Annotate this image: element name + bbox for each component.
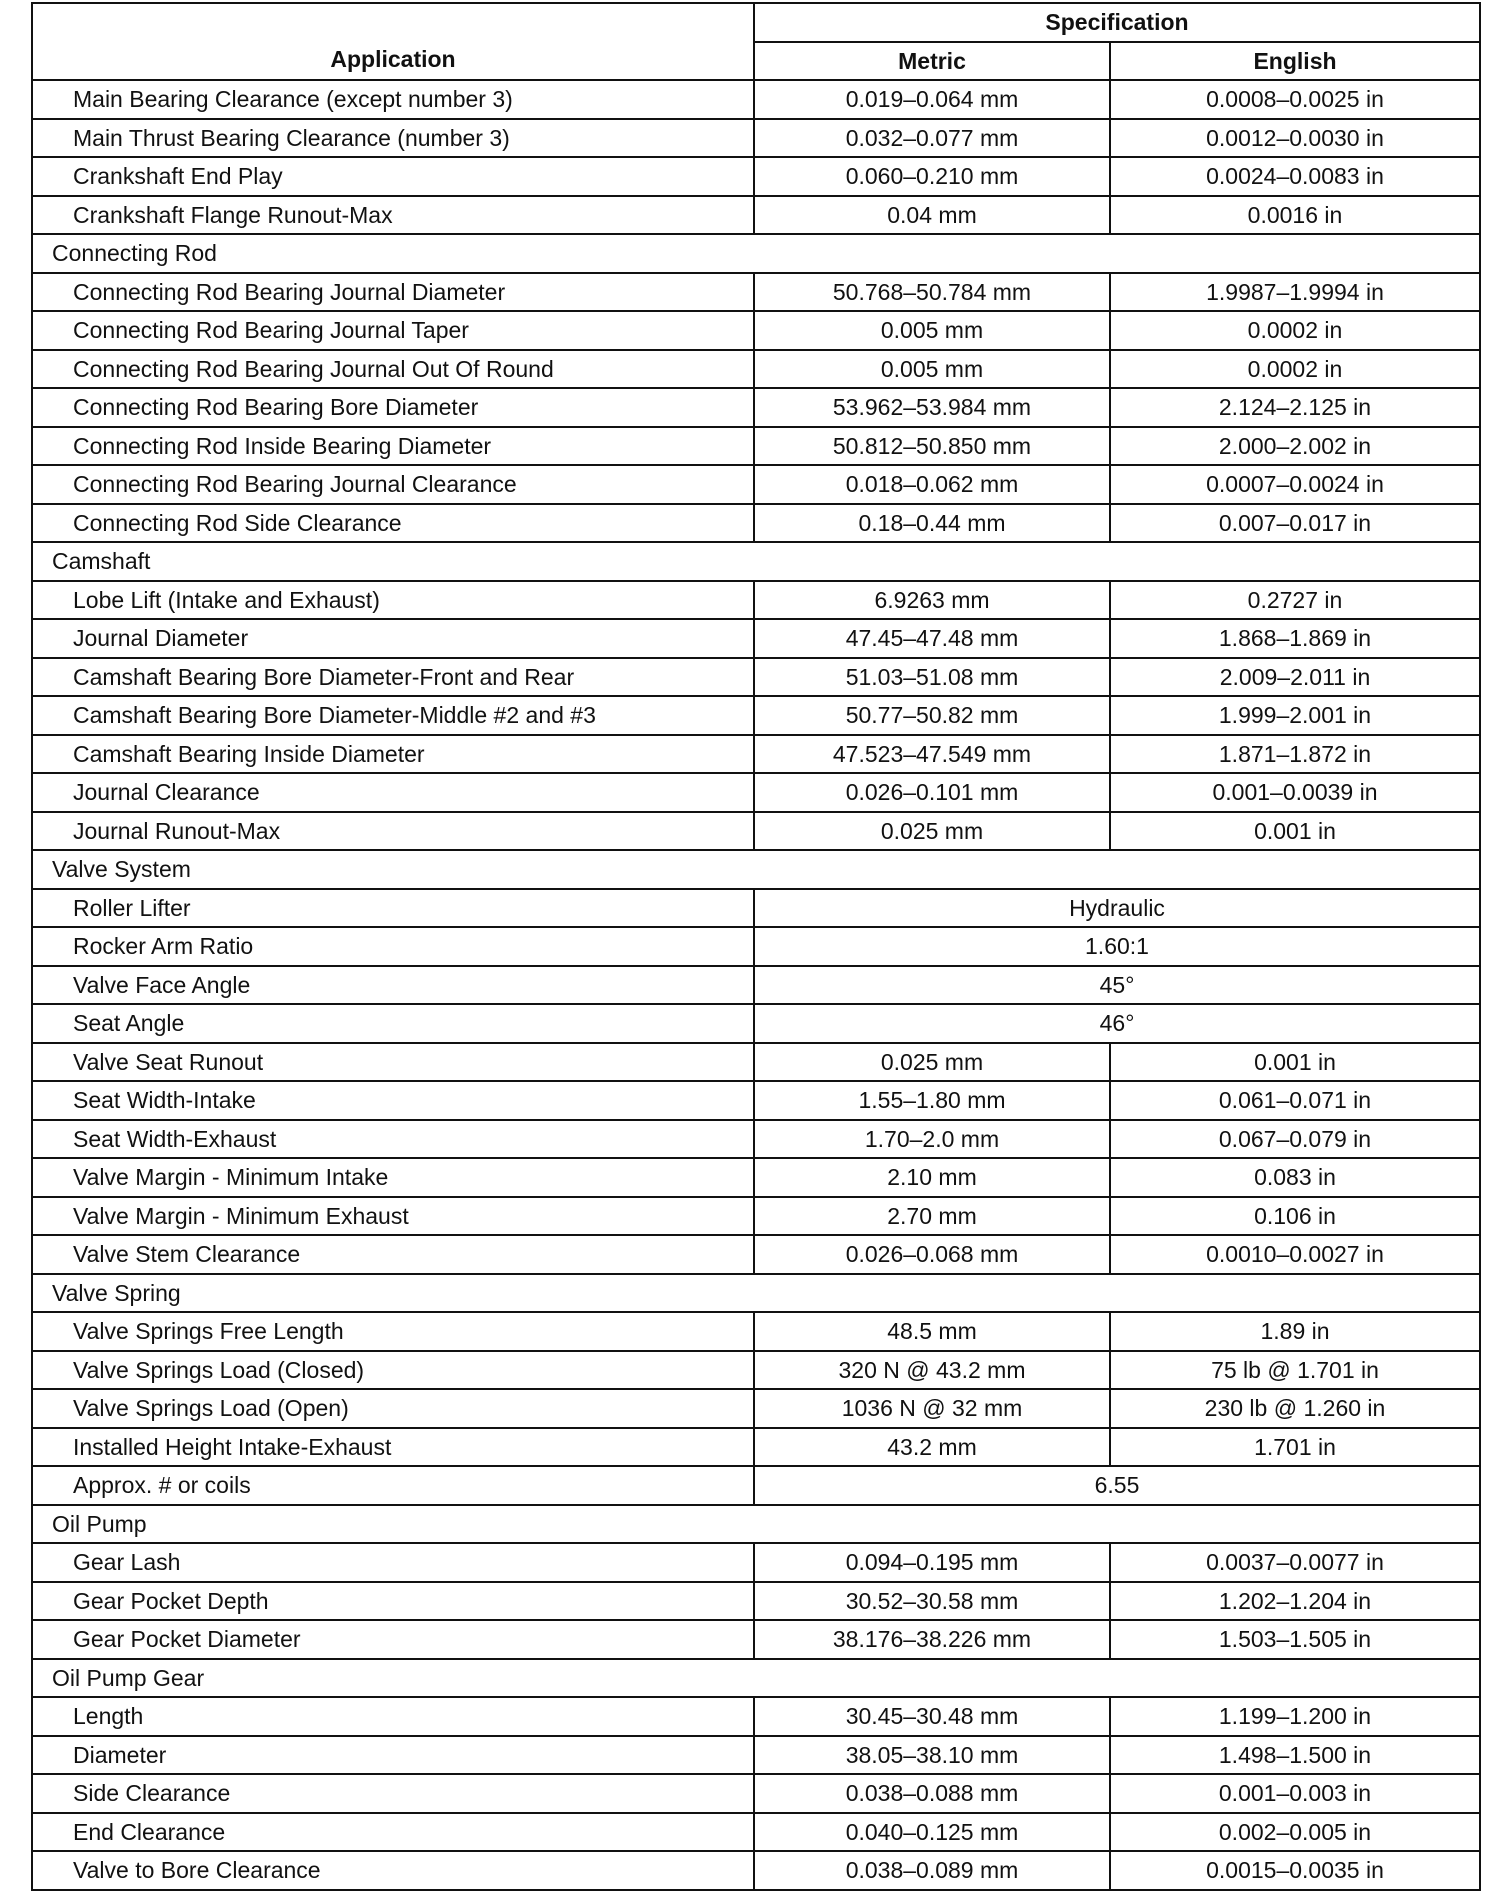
metric-cell: 0.094–0.195 mm	[754, 1543, 1110, 1582]
application-cell: Camshaft Bearing Bore Diameter-Front and Rear	[32, 658, 754, 697]
english-cell: 1.701 in	[1110, 1428, 1480, 1467]
table-row	[32, 427, 1480, 466]
metric-cell: 0.038–0.088 mm	[754, 1774, 1110, 1813]
table-row	[32, 1351, 1480, 1390]
application-cell: Journal Runout-Max	[32, 812, 754, 851]
english-cell: 0.083 in	[1110, 1158, 1480, 1197]
table-header	[32, 3, 1480, 80]
table-row	[32, 735, 1480, 774]
table-row	[32, 1120, 1480, 1159]
english-cell: 1.202–1.204 in	[1110, 1582, 1480, 1621]
table-row	[32, 658, 1480, 697]
table-row	[32, 1466, 1480, 1505]
english-cell: 0.001 in	[1110, 812, 1480, 851]
table-row	[32, 119, 1480, 158]
english-cell: 0.106 in	[1110, 1197, 1480, 1236]
table-row	[32, 696, 1480, 735]
application-cell: Seat Width-Intake	[32, 1081, 754, 1120]
english-cell: 0.0002 in	[1110, 311, 1480, 350]
metric-cell: 0.026–0.068 mm	[754, 1235, 1110, 1274]
section-title: Oil Pump Gear	[32, 1659, 1480, 1698]
table-row	[32, 1081, 1480, 1120]
table-row	[32, 966, 1480, 1005]
metric-cell: 50.77–50.82 mm	[754, 696, 1110, 735]
application-cell: Length	[32, 1697, 754, 1736]
english-cell: 0.002–0.005 in	[1110, 1813, 1480, 1852]
application-cell: Gear Lash	[32, 1543, 754, 1582]
metric-cell: 0.025 mm	[754, 1043, 1110, 1082]
metric-cell: 0.038–0.089 mm	[754, 1851, 1110, 1890]
application-cell: Connecting Rod Side Clearance	[32, 504, 754, 543]
metric-cell: 50.768–50.784 mm	[754, 273, 1110, 312]
metric-cell: 0.040–0.125 mm	[754, 1813, 1110, 1852]
table-row	[32, 889, 1480, 928]
metric-cell: 320 N @ 43.2 mm	[754, 1351, 1110, 1390]
section-title: Camshaft	[32, 542, 1480, 581]
table-row	[32, 812, 1480, 851]
spec-value-cell: 45°	[754, 966, 1480, 1005]
application-cell: Connecting Rod Bearing Journal Clearance	[32, 465, 754, 504]
application-cell: Camshaft Bearing Bore Diameter-Middle #2 and #3	[32, 696, 754, 735]
header-metric: Metric	[754, 42, 1110, 81]
section-row	[32, 1659, 1480, 1698]
spec-value-cell: 1.60:1	[754, 927, 1480, 966]
english-cell: 0.0007–0.0024 in	[1110, 465, 1480, 504]
table-row	[32, 504, 1480, 543]
table-row	[32, 1851, 1480, 1890]
metric-cell: 0.005 mm	[754, 350, 1110, 389]
metric-cell: 0.032–0.077 mm	[754, 119, 1110, 158]
table-row	[32, 1235, 1480, 1274]
english-cell: 0.061–0.071 in	[1110, 1081, 1480, 1120]
metric-cell: 30.52–30.58 mm	[754, 1582, 1110, 1621]
application-cell: Connecting Rod Bearing Journal Diameter	[32, 273, 754, 312]
table-row	[32, 1736, 1480, 1775]
application-cell: Seat Angle	[32, 1004, 754, 1043]
metric-cell: 0.026–0.101 mm	[754, 773, 1110, 812]
application-cell: Main Bearing Clearance (except number 3)	[32, 80, 754, 119]
metric-cell: 53.962–53.984 mm	[754, 388, 1110, 427]
table-row	[32, 157, 1480, 196]
table-row	[32, 1428, 1480, 1467]
metric-cell: 51.03–51.08 mm	[754, 658, 1110, 697]
section-row	[32, 542, 1480, 581]
english-cell: 1.868–1.869 in	[1110, 619, 1480, 658]
metric-cell: 1036 N @ 32 mm	[754, 1389, 1110, 1428]
spec-value-cell: 46°	[754, 1004, 1480, 1043]
metric-cell: 1.55–1.80 mm	[754, 1081, 1110, 1120]
metric-cell: 43.2 mm	[754, 1428, 1110, 1467]
english-cell: 2.009–2.011 in	[1110, 658, 1480, 697]
table-row	[32, 1543, 1480, 1582]
table-row	[32, 80, 1480, 119]
section-title: Oil Pump	[32, 1505, 1480, 1544]
table-row	[32, 1620, 1480, 1659]
application-cell: Valve Margin - Minimum Intake	[32, 1158, 754, 1197]
metric-cell: 38.05–38.10 mm	[754, 1736, 1110, 1775]
header-english: English	[1110, 42, 1480, 81]
english-cell: 1.89 in	[1110, 1312, 1480, 1351]
english-cell: 0.0002 in	[1110, 350, 1480, 389]
table-row	[32, 465, 1480, 504]
application-cell: Journal Diameter	[32, 619, 754, 658]
metric-cell: 0.025 mm	[754, 812, 1110, 851]
spec-value-cell: 6.55	[754, 1466, 1480, 1505]
table-body	[32, 80, 1480, 1890]
application-cell: Connecting Rod Bearing Bore Diameter	[32, 388, 754, 427]
table-row	[32, 1312, 1480, 1351]
table-row	[32, 350, 1480, 389]
application-cell: Crankshaft End Play	[32, 157, 754, 196]
application-cell: Connecting Rod Bearing Journal Out Of Round	[32, 350, 754, 389]
section-row	[32, 234, 1480, 273]
english-cell: 0.001–0.0039 in	[1110, 773, 1480, 812]
english-cell: 75 lb @ 1.701 in	[1110, 1351, 1480, 1390]
application-cell: Diameter	[32, 1736, 754, 1775]
spec-document	[31, 2, 1479, 1891]
metric-cell: 1.70–2.0 mm	[754, 1120, 1110, 1159]
metric-cell: 6.9263 mm	[754, 581, 1110, 620]
application-cell: Lobe Lift (Intake and Exhaust)	[32, 581, 754, 620]
english-cell: 2.000–2.002 in	[1110, 427, 1480, 466]
application-cell: Crankshaft Flange Runout-Max	[32, 196, 754, 235]
table-row	[32, 311, 1480, 350]
application-cell: Approx. # or coils	[32, 1466, 754, 1505]
spec-table	[31, 2, 1481, 1891]
table-row	[32, 581, 1480, 620]
metric-cell: 0.018–0.062 mm	[754, 465, 1110, 504]
metric-cell: 0.005 mm	[754, 311, 1110, 350]
application-cell: End Clearance	[32, 1813, 754, 1852]
english-cell: 0.0037–0.0077 in	[1110, 1543, 1480, 1582]
spec-value-cell: Hydraulic	[754, 889, 1480, 928]
application-cell: Side Clearance	[32, 1774, 754, 1813]
table-row	[32, 1774, 1480, 1813]
english-cell: 1.999–2.001 in	[1110, 696, 1480, 735]
table-row	[32, 1389, 1480, 1428]
table-row	[32, 196, 1480, 235]
metric-cell: 48.5 mm	[754, 1312, 1110, 1351]
english-cell: 0.0008–0.0025 in	[1110, 80, 1480, 119]
english-cell: 0.0012–0.0030 in	[1110, 119, 1480, 158]
section-title: Connecting Rod	[32, 234, 1480, 273]
table-row	[32, 1043, 1480, 1082]
application-cell: Valve Springs Load (Closed)	[32, 1351, 754, 1390]
application-cell: Valve Margin - Minimum Exhaust	[32, 1197, 754, 1236]
application-cell: Gear Pocket Depth	[32, 1582, 754, 1621]
table-row	[32, 1813, 1480, 1852]
section-title: Valve System	[32, 850, 1480, 889]
application-cell: Valve to Bore Clearance	[32, 1851, 754, 1890]
english-cell: 0.0024–0.0083 in	[1110, 157, 1480, 196]
table-row	[32, 1197, 1480, 1236]
metric-cell: 2.10 mm	[754, 1158, 1110, 1197]
application-cell: Valve Springs Free Length	[32, 1312, 754, 1351]
application-cell: Installed Height Intake-Exhaust	[32, 1428, 754, 1467]
application-cell: Main Thrust Bearing Clearance (number 3)	[32, 119, 754, 158]
english-cell: 0.0015–0.0035 in	[1110, 1851, 1480, 1890]
table-row	[32, 1004, 1480, 1043]
table-row	[32, 388, 1480, 427]
application-cell: Gear Pocket Diameter	[32, 1620, 754, 1659]
table-row	[32, 773, 1480, 812]
application-cell: Valve Springs Load (Open)	[32, 1389, 754, 1428]
metric-cell: 38.176–38.226 mm	[754, 1620, 1110, 1659]
section-row	[32, 1274, 1480, 1313]
application-cell: Rocker Arm Ratio	[32, 927, 754, 966]
table-row	[32, 927, 1480, 966]
metric-cell: 47.523–47.549 mm	[754, 735, 1110, 774]
metric-cell: 0.04 mm	[754, 196, 1110, 235]
metric-cell: 0.18–0.44 mm	[754, 504, 1110, 543]
metric-cell: 50.812–50.850 mm	[754, 427, 1110, 466]
table-row	[32, 619, 1480, 658]
english-cell: 0.007–0.017 in	[1110, 504, 1480, 543]
metric-cell: 30.45–30.48 mm	[754, 1697, 1110, 1736]
english-cell: 1.503–1.505 in	[1110, 1620, 1480, 1659]
english-cell: 1.871–1.872 in	[1110, 735, 1480, 774]
header-application: Application	[32, 3, 754, 80]
application-cell: Roller Lifter	[32, 889, 754, 928]
english-cell: 0.001–0.003 in	[1110, 1774, 1480, 1813]
table-row	[32, 1158, 1480, 1197]
metric-cell: 0.019–0.064 mm	[754, 80, 1110, 119]
english-cell: 0.067–0.079 in	[1110, 1120, 1480, 1159]
english-cell: 0.2727 in	[1110, 581, 1480, 620]
metric-cell: 2.70 mm	[754, 1197, 1110, 1236]
application-cell: Valve Face Angle	[32, 966, 754, 1005]
metric-cell: 0.060–0.210 mm	[754, 157, 1110, 196]
english-cell: 2.124–2.125 in	[1110, 388, 1480, 427]
english-cell: 230 lb @ 1.260 in	[1110, 1389, 1480, 1428]
english-cell: 1.498–1.500 in	[1110, 1736, 1480, 1775]
english-cell: 0.0010–0.0027 in	[1110, 1235, 1480, 1274]
section-row	[32, 1505, 1480, 1544]
application-cell: Valve Stem Clearance	[32, 1235, 754, 1274]
application-cell: Camshaft Bearing Inside Diameter	[32, 735, 754, 774]
application-cell: Connecting Rod Bearing Journal Taper	[32, 311, 754, 350]
table-row	[32, 273, 1480, 312]
header-specification: Specification	[754, 3, 1480, 42]
application-cell: Seat Width-Exhaust	[32, 1120, 754, 1159]
table-row	[32, 1697, 1480, 1736]
english-cell: 0.001 in	[1110, 1043, 1480, 1082]
table-row	[32, 1582, 1480, 1621]
application-cell: Journal Clearance	[32, 773, 754, 812]
header-row-top	[32, 3, 1480, 42]
section-row	[32, 850, 1480, 889]
application-cell: Valve Seat Runout	[32, 1043, 754, 1082]
english-cell: 1.9987–1.9994 in	[1110, 273, 1480, 312]
english-cell: 0.0016 in	[1110, 196, 1480, 235]
english-cell: 1.199–1.200 in	[1110, 1697, 1480, 1736]
application-cell: Connecting Rod Inside Bearing Diameter	[32, 427, 754, 466]
section-title: Valve Spring	[32, 1274, 1480, 1313]
metric-cell: 47.45–47.48 mm	[754, 619, 1110, 658]
